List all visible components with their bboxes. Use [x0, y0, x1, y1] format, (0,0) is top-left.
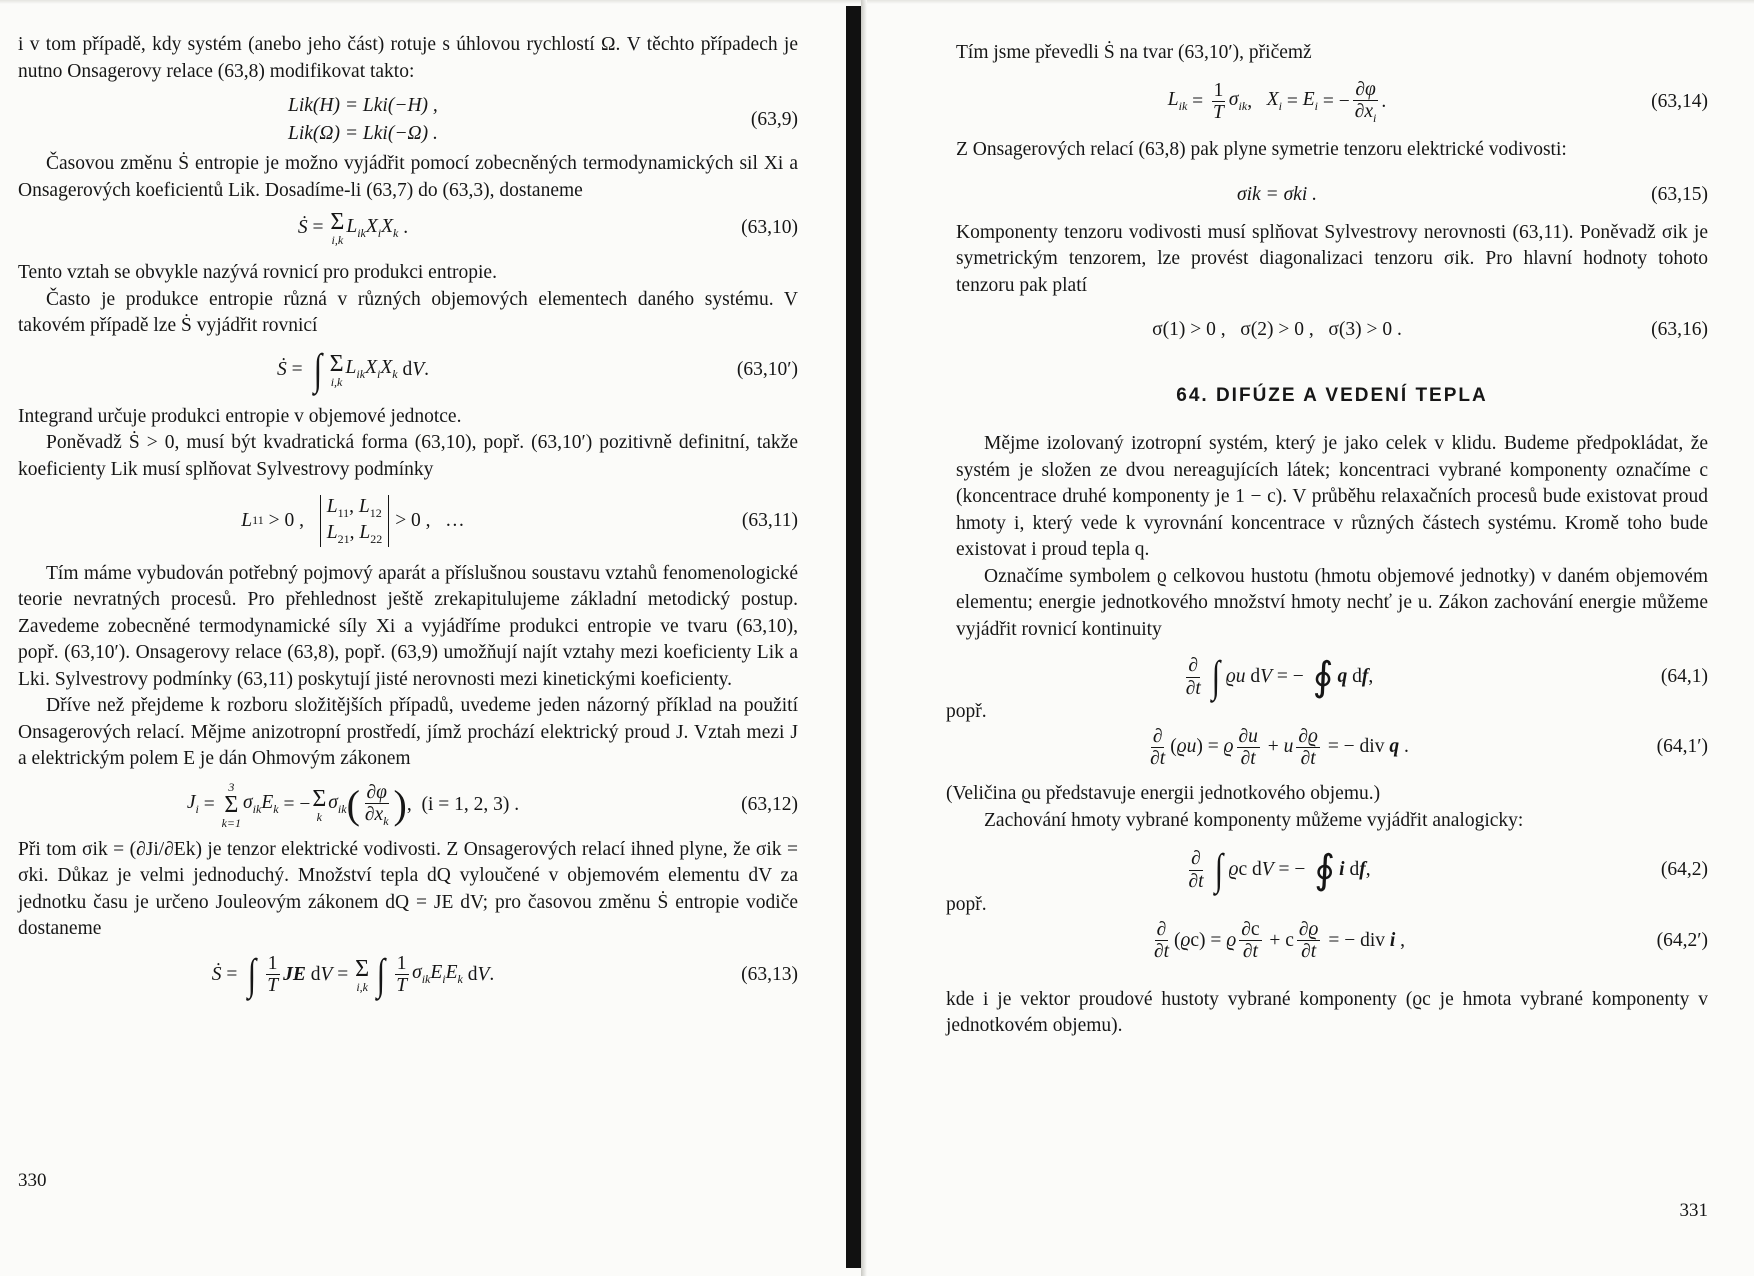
- equation-63-11: L 11 > 0 , $L_{11}$, $L_{12}$ $L_{21}$, $L_{22}$ > 0 , … (63,11): [241, 496, 798, 546]
- equation-line: Lik(Ω) = Lki(−Ω) .: [288, 123, 438, 144]
- equation-63-10: Ṡ = Σ i,k $L_{ik}X_iX_k$ . (63,10): [297, 209, 798, 247]
- determinant: $L_{11}$, $L_{12}$ $L_{21}$, $L_{22}$: [320, 495, 389, 547]
- equation-63-10-prime: Ṡ = ∫ Σ i,k $L_{ik}X_iX_k$ d V . (63,10′): [277, 344, 798, 394]
- equation-number: (64,2′): [1656, 929, 1708, 951]
- sum-symbol: Σ i,k: [355, 955, 370, 994]
- contour-integral-symbol: ∮: [1312, 654, 1334, 700]
- equation-text: σik = σki .: [1236, 183, 1318, 205]
- paragraph: Označíme symbolem ϱ celkovou hustotu (hmotu objemové jednotky) v daném objemovém elementu; energie jednotkového množství hmoty nechť je u. Zákon zachování energie můžeme vyjádřit rovnicí kontinuity: [956, 565, 1708, 640]
- equation-64-1-prime: $\frac{\partial}{\partial t}$ ( ϱu ) = ϱ $\frac{\partial u}{\partial t}$ + u $\frac{\partial ϱ}{\partial t}$ = − div q . (64,1′): [1150, 725, 1708, 769]
- paragraph: Časovou změnu Ṡ entropie je možno vyjádřit pomocí zobecněných termodynamických sil Xi a Onsagerových koeficientů Lik. Dosadíme-li (63,7) do (63,3), dostaneme: [18, 153, 798, 201]
- equation-63-12: $J_i$ = 3 Σ k=1 $\sigma_{ik}E_k$ = − Σ k $\sigma_{ik}$ ( $\frac{\partial\varphi}{\partial x_k}$ ) , (i = 1, 2, 3) . (63,12): [186, 779, 798, 830]
- equation-63-9: [18, 95, 798, 145]
- paragraph: Komponenty tenzoru vodivosti musí splňovat Sylvestrovy nerovnosti (63,11). Poněvadž σik je symetrickým tenzorem, lze provést diagonalizaci tenzoru σik. Pro hlavní hodnoty tohoto tenzoru pak platí: [956, 221, 1708, 296]
- left-page: [0, 0, 846, 1276]
- paragraph: Dříve než přejdeme k rozboru složitějších případů, uvedeme jeden názorný příklad na použití Onsagerových relací. Mějme anizotropní prostředí, jímž prochází elektrický proud J. Vztah mezi J a elektrickým polem E je dán Ohmovým zákonem: [18, 695, 798, 770]
- paragraph: Tento vztah se obvykle nazývá rovnicí pro produkci entropie.: [18, 262, 497, 283]
- paragraph: Zachování hmoty vybrané komponenty můžeme vyjádřit analogicky:: [984, 809, 1524, 831]
- fraction: $\frac{1}{T}$: [1213, 79, 1224, 124]
- page-number: 330: [18, 1170, 47, 1191]
- equation-63-16: [956, 319, 1708, 341]
- fraction: $\frac{1}{T}$: [396, 952, 408, 997]
- equation-line: Lik(H) = Lki(−H) ,: [288, 95, 438, 116]
- right-page: [862, 0, 1754, 1276]
- equation-64-2-prime: $\frac{\partial}{\partial t}$ ( ϱ c) = ϱ $\frac{\partial c}{\partial t}$ + c $\frac{\partial ϱ}{\partial t}$ = − div i , (64,2′): [1153, 918, 1708, 963]
- equation-64-1: $\frac{\partial}{\partial t}$ ∫ ϱu d V = − ∮ q d f , (64,1): [1185, 652, 1708, 702]
- fraction: $\frac{\partial ϱ}{\partial t}$: [1298, 918, 1319, 963]
- equation-63-15: [956, 184, 1708, 206]
- fraction: $\frac{\partial\varphi}{\partial x_k}$: [364, 781, 389, 828]
- equation-number: (64,1): [1660, 666, 1708, 688]
- paragraph: kde i je vektor proudové hustoty vybrané komponenty (ϱc je hmota vybrané komponenty v jednotkovém objemu).: [946, 988, 1708, 1037]
- sum-symbol: Σ i,k: [329, 350, 344, 389]
- contour-integral-symbol: ∮: [1314, 847, 1336, 893]
- fraction: $\frac{\partial u}{\partial t}$: [1238, 725, 1258, 769]
- page-number: 331: [1679, 1200, 1708, 1221]
- fraction: $\frac{\partial}{\partial t}$: [1153, 918, 1169, 963]
- fraction: $\frac{\partial c}{\partial t}$: [1241, 918, 1260, 963]
- equation-number: (63,9): [750, 109, 798, 130]
- integral-symbol: ∫: [376, 949, 386, 999]
- paragraph: Mějme izolovaný izotropní systém, který je jako celek v klidu. Budeme předpokládat, že systém je složen ze dvou nereagujících látek; koncentraci vybrané komponenty označíme c (koncentrace druhé komponenty je 1 − c). V průběhu relaxačních procesů bude existovat proud hmoty i, který vede k vyrovnání koncentrace v různých částech systému. Kromě toho bude existovat i proud tepla q.: [956, 433, 1708, 561]
- paragraph: Při tom σik = (∂Ji/∂Ek) je tenzor elektrické vodivosti. Z Onsagerových relací ihned plyne, že σik = σki. Důkaz je velmi jednoduchý. Množství tepla dQ vyloučené v objemovém elementu dV za jednotku času je určeno Jouleovým zákonem dQ = JE dV; pro časovou změnu Ṡ entropie vodiče dostaneme: [18, 838, 798, 940]
- equation-text: σ(1) > 0 , σ(2) > 0 , σ(3) > 0 .: [1152, 319, 1402, 341]
- fraction: $\frac{\partial}{\partial t}$: [1150, 725, 1166, 769]
- integral-symbol: ∫: [1211, 652, 1221, 702]
- equation-number: (63,11): [741, 509, 798, 531]
- paragraph: Tím máme vybudován potřebný pojmový aparát a příslušnou soustavu vztahů fenomenologické teorie nevratných procesů. Pro přehlednost ještě zrekapitulujeme základní metodický postup. Zavedeme zobecněné termodynamické síly Xi a vyjádříme produkci entropie ve tvaru (63,10), popř. (63,10′). Onsagerovy relace (63,8), popř. (63,9) umožňují najít vztahy mezi koeficienty Lik a Lki. Sylvestrovy podmínky (63,11) poskytují jisté nerovnosti mezi kinetickými koeficienty.: [18, 562, 798, 690]
- equation-number: (63,16): [1651, 319, 1708, 341]
- sum-symbol: 3 Σ k=1: [221, 779, 242, 830]
- integral-symbol: ∫: [247, 949, 257, 999]
- fraction: $\frac{\partial}{\partial t}$: [1185, 655, 1201, 699]
- equation-number: (63,13): [741, 963, 798, 985]
- section-heading: 64. DIFÚZE A VEDENÍ TEPLA: [1176, 385, 1488, 407]
- equation-number: (63,15): [1651, 183, 1708, 205]
- equation-64-2: $\frac{\partial}{\partial t}$ ∫ ϱ c d V = − ∮ i d f , (64,2): [1188, 845, 1708, 895]
- popr-label: popř.: [946, 894, 987, 916]
- equation-63-13: Ṡ = ∫ $\frac{1}{T}$ JE d V = Σ i,k ∫ $\frac{1}{T}$ $\sigma_{ik}E_iE_k$ d V . (63,13): [211, 949, 798, 999]
- sum-symbol: Σ i,k: [330, 209, 345, 247]
- equation-number: (63,14): [1651, 90, 1708, 112]
- fraction: $\frac{1}{T}$: [267, 952, 279, 997]
- fraction: $\frac{\partial ϱ}{\partial t}$: [1298, 725, 1318, 769]
- paragraph: Tím jsme převedli Ṡ na tvar (63,10′), přičemž: [956, 42, 1312, 63]
- paragraph: Často je produkce entropie různá v různých objemových elementech daného systému. V takovém případě lze Ṡ vyjádřit rovnicí: [18, 288, 798, 336]
- paragraph: Integrand určuje produkci entropie v objemové jednotce.: [18, 405, 462, 427]
- equation-number: (64,2): [1660, 859, 1708, 881]
- sum-symbol: Σ k: [312, 785, 327, 824]
- equation-63-14: $L_{ik}$ = $\frac{1}{T}$ $\sigma_{ik}$ , $X_i$ = $E_i$ = − $\frac{\partial\varphi}{\partial x_i}$ . (63,14): [1167, 78, 1708, 125]
- popr-label: popř.: [946, 701, 987, 723]
- fraction: $\frac{\partial}{\partial t}$: [1188, 848, 1204, 892]
- fraction: $\frac{\partial\varphi}{\partial x_i}$: [1354, 78, 1377, 125]
- equation-number: (63,10): [741, 217, 798, 238]
- book-gutter: [846, 6, 861, 1268]
- equation-number: (63,12): [741, 793, 798, 815]
- paragraph: i v tom případě, kdy systém (anebo jeho část) rotuje s úhlovou rychlostí Ω. V těchto případech je nutno Onsagerovy relace (63,8) modifikovat takto:: [18, 34, 798, 82]
- equation-number: (64,1′): [1656, 736, 1708, 758]
- equation-tail: (i = 1, 2, 3) .: [421, 793, 520, 815]
- paragraph: Poněvadž Ṡ > 0, musí být kvadratická forma (63,10), popř. (63,10′) pozitivně definitní, takže koeficienty Lik musí splňovat Sylvestrovy podmínky: [18, 432, 798, 480]
- paragraph: Z Onsagerových relací (63,8) pak plyne symetrie tenzoru elektrické vodivosti:: [956, 139, 1567, 161]
- integral-symbol: ∫: [313, 344, 322, 394]
- equation-number: (63,10′): [736, 358, 798, 380]
- integral-symbol: ∫: [1214, 845, 1223, 895]
- paragraph: (Veličina ϱu představuje energii jednotkového objemu.): [946, 783, 1381, 805]
